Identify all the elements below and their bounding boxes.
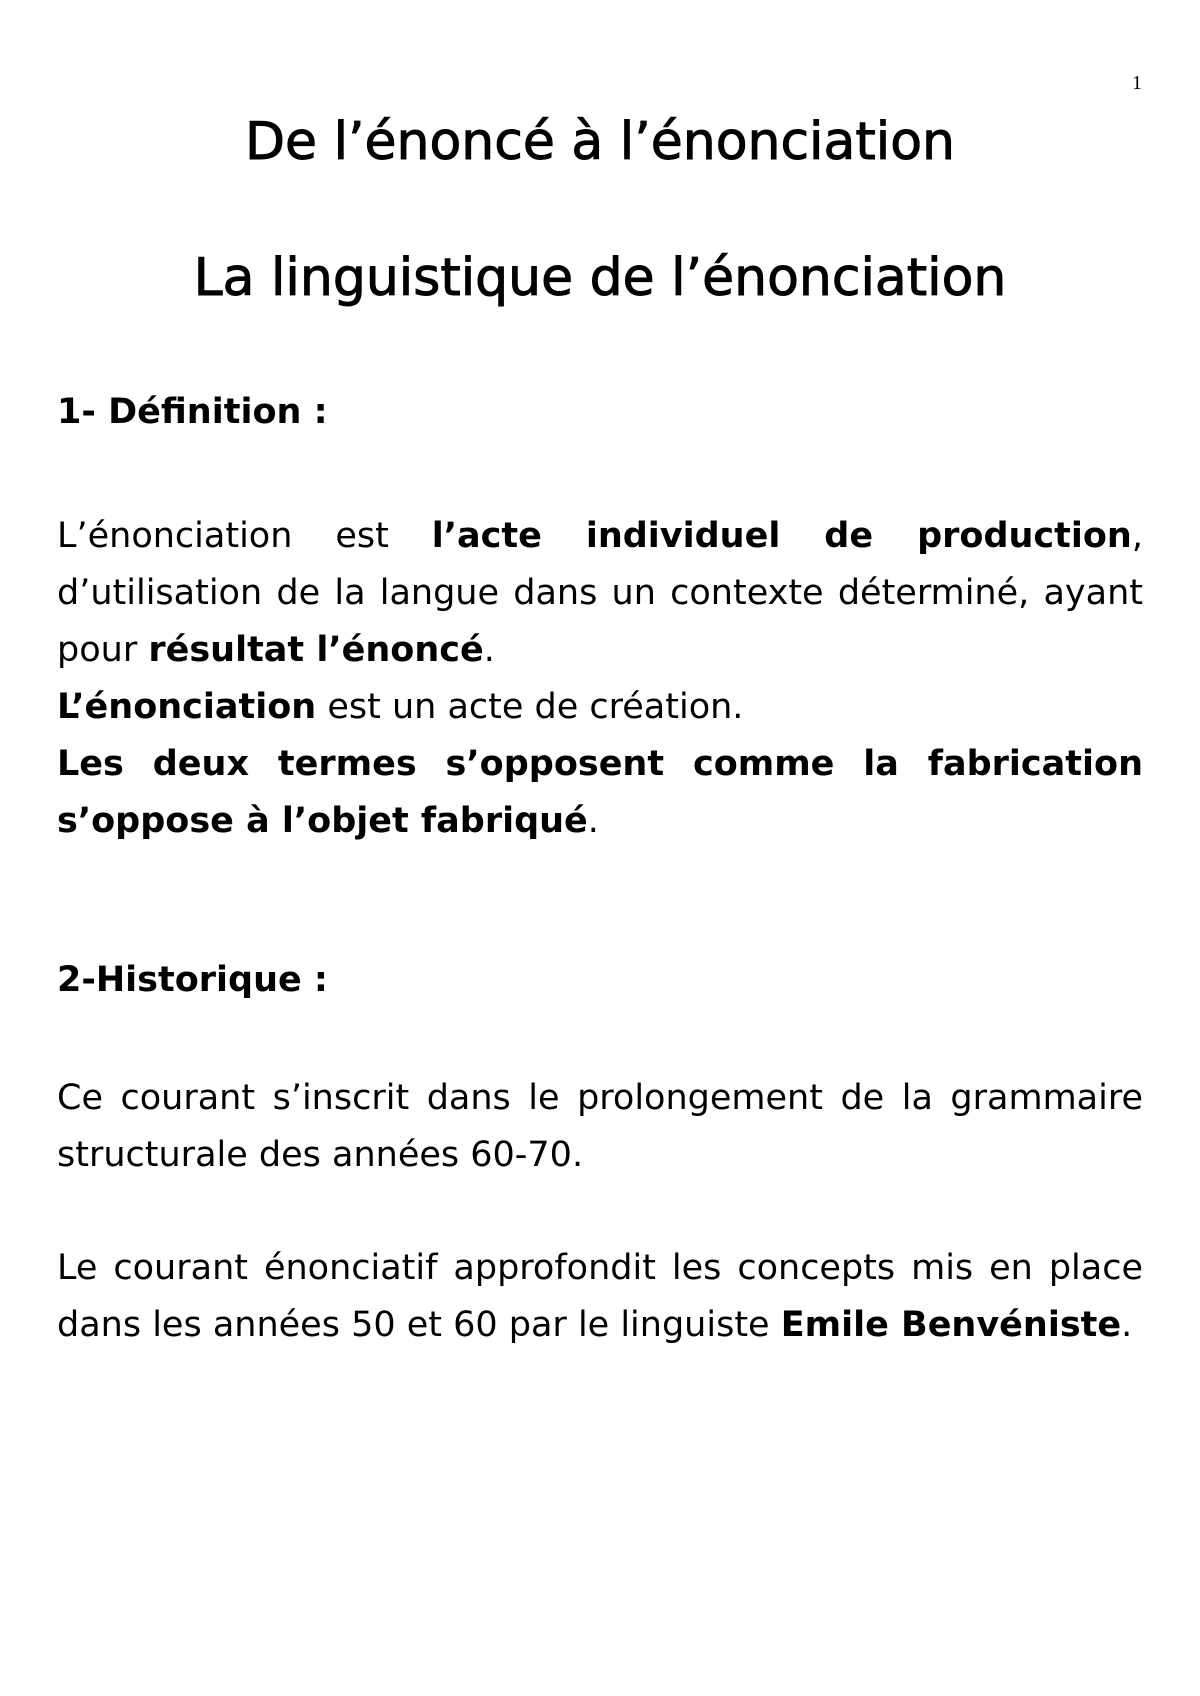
- document-title: De l’énoncé à l’énonciation: [245, 112, 955, 172]
- section-heading-historique: 2-Historique :: [57, 960, 328, 1000]
- text-run: .: [587, 801, 599, 841]
- document-subtitle: La linguistique de l’énonciation: [193, 248, 1007, 308]
- bold-run: l’acte individuel de production: [431, 516, 1132, 556]
- section-historique-body-2: [57, 1240, 1143, 1354]
- section-historique-body: [57, 1070, 1143, 1184]
- text-run: .: [1121, 1305, 1133, 1345]
- historique-paragraph-2: [57, 1240, 1143, 1354]
- bold-run: Emile Benvéniste: [780, 1305, 1122, 1345]
- creation-paragraph: [57, 679, 1143, 736]
- bold-run: résultat l’énoncé: [148, 630, 484, 670]
- text-run: .: [483, 630, 495, 670]
- bold-run: L’énonciation: [57, 687, 317, 727]
- section-heading-definition: 1- Définition :: [57, 392, 328, 432]
- opposition-paragraph: [57, 736, 1143, 850]
- section-definition-body: [57, 508, 1143, 850]
- text-run: est un acte de création.: [316, 687, 744, 727]
- historique-paragraph-1: Ce courant s’inscrit dans le prolongement de la grammaire structurale des années 60-70.: [57, 1078, 1143, 1175]
- page-number: 1: [1132, 72, 1142, 94]
- bold-run: Les deux termes s’opposent comme la fabrication s’oppose à l’objet fabriqué: [57, 744, 1143, 841]
- definition-paragraph: [57, 508, 1143, 679]
- text-run: , d’utilisation de la langue dans un contexte déterminé, ayant pour: [57, 516, 1143, 670]
- text-run: L’énonciation est: [57, 516, 432, 556]
- text-run: Le courant énonciatif approfondit les concepts mis en place dans les années 50 et 60 par le linguiste: [57, 1248, 1143, 1345]
